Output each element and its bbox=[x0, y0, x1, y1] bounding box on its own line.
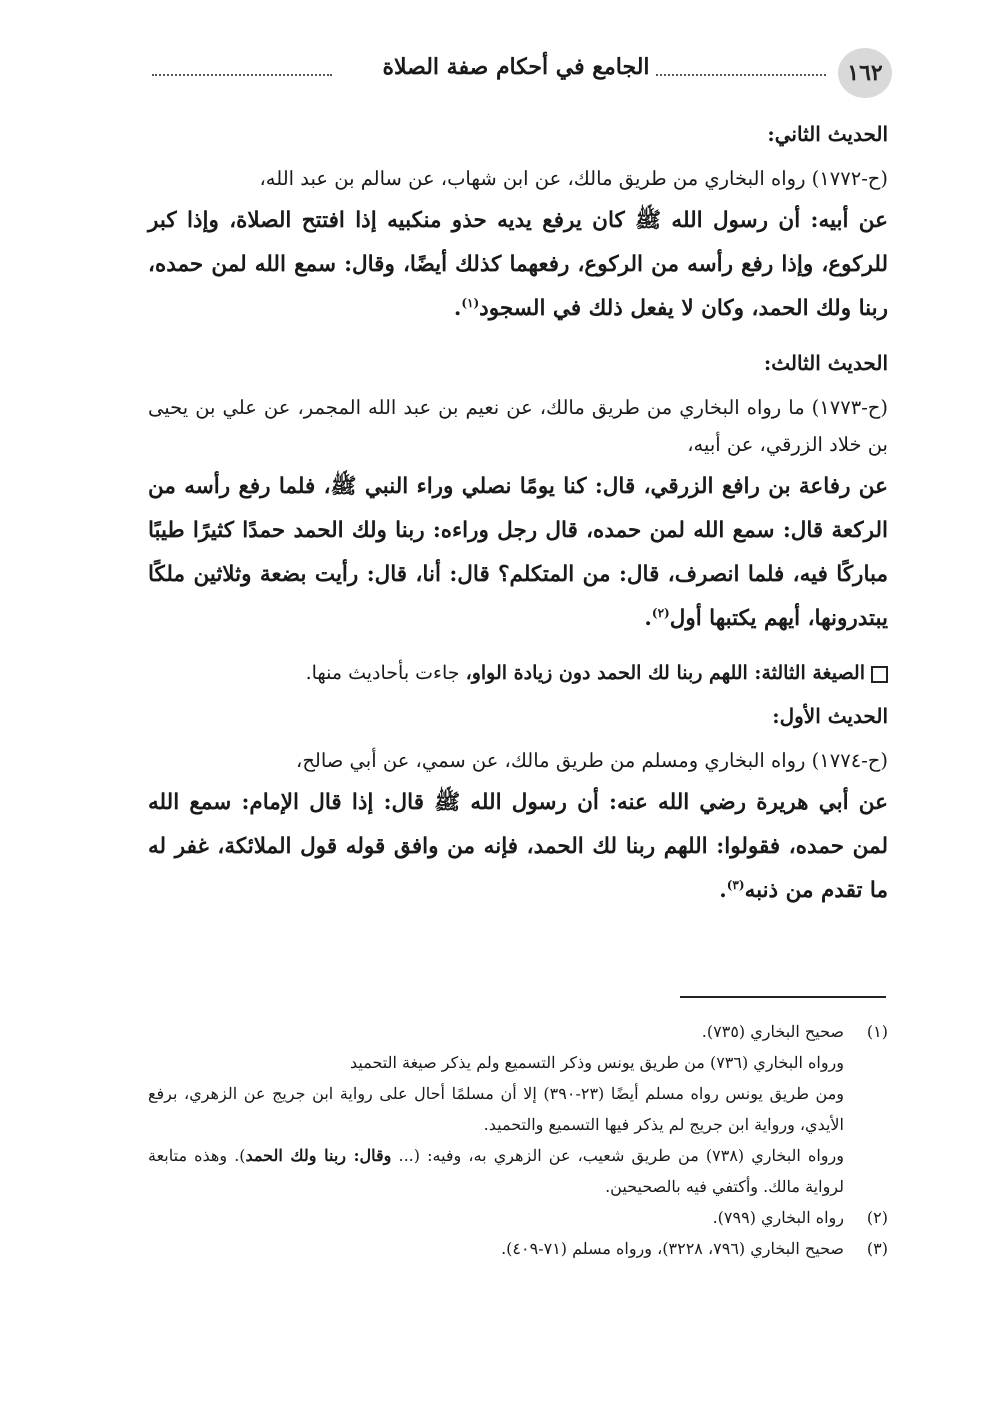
hadith-matn-text: عن أبيه: أن رسول الله ﷺ كان يرفع يديه حذو منكبيه إذا افتتح الصلاة، وإذا كبر للركوع، وإذا رفع رأسه من الركوع، رفعهما كذلك أيضًا، وقال: سمع الله لمن حمده، ربنا ولك الحمد، وكان لا يفعل ذلك في السجود bbox=[148, 208, 888, 321]
footnote-line: رواه البخاري (٧٩٩). bbox=[712, 1208, 844, 1227]
page-number: ١٦٢ bbox=[838, 48, 892, 98]
hadith-matn bbox=[148, 781, 888, 913]
footnote-2 bbox=[148, 1202, 888, 1233]
footnote-mark: (١) bbox=[866, 1022, 888, 1041]
footnote-ref[interactable]: (٣) bbox=[726, 877, 745, 892]
sentence-end: . bbox=[719, 878, 727, 903]
footnote-line: ورواه البخاري (٧٣٦) من طريق يونس وذكر التسميع ولم يذكر صيغة التحميد bbox=[349, 1053, 844, 1072]
footnote-body bbox=[148, 1016, 844, 1202]
footnote-body bbox=[148, 1233, 844, 1264]
footnote-line bbox=[148, 1140, 844, 1202]
footnote-quote: وقال: ربنا ولك الحمد bbox=[245, 1146, 392, 1165]
book-title: الجامع في أحكام صفة الصلاة bbox=[382, 54, 650, 80]
header-dotted-rule-left bbox=[152, 74, 332, 76]
sentence-end: . bbox=[453, 296, 462, 321]
sentence-end: . bbox=[644, 606, 652, 631]
footnotes bbox=[148, 1016, 888, 1264]
running-header bbox=[140, 48, 892, 100]
hadith-heading-first: الحديث الأول: bbox=[772, 704, 888, 728]
footnote-line: صحيح البخاري (٧٣٥). bbox=[701, 1022, 844, 1041]
hadith-matn bbox=[148, 199, 888, 331]
footnote-text: ). وهذه متابعة لرواية مالك. وأكتفي فيه بالصحيحين. bbox=[148, 1146, 844, 1196]
header-dotted-rule-right bbox=[656, 74, 826, 76]
footnote-separator bbox=[680, 996, 886, 998]
footnote-line: صحيح البخاري (٧٩٦، ٣٢٢٨)، ورواه مسلم (٧١-٤٠٩). bbox=[501, 1239, 844, 1258]
sigha-title: الصيغة الثالثة: اللهم ربنا لك الحمد دون زيادة الواو، bbox=[465, 662, 865, 684]
hadith-matn-text: عن أبي هريرة رضي الله عنه: أن رسول الله ﷺ قال: إذا قال الإمام: سمع الله لمن حمده، فقولوا: اللهم ربنا لك الحمد، فإنه من وافق قوله قول الملائكة، غفر له ما تقدم من ذنبه bbox=[148, 790, 888, 903]
footnote-mark: (٢) bbox=[866, 1208, 888, 1227]
sigha-text: جاءت بأحاديث منها. bbox=[305, 662, 460, 684]
footnote-1 bbox=[148, 1016, 888, 1202]
section-sigha bbox=[148, 655, 888, 692]
footnote-text: ورواه البخاري (٧٣٨) من طريق شعيب، عن الزهري به، وفيه: (... bbox=[398, 1146, 844, 1165]
footnote-3 bbox=[148, 1233, 888, 1264]
footnote-line: ومن طريق يونس رواه مسلم أيضًا (٢٣-٣٩٠) إلا أن مسلمًا أحال على رواية ابن جريج عن الزهري، برفع الأيدي، ورواية ابن جريج لم يذكر فيها التسميع والتحميد. bbox=[148, 1084, 845, 1134]
hadith-isnad: (ح-١٧٧٢) رواه البخاري من طريق مالك، عن ابن شهاب، عن سالم بن عبد الله، bbox=[259, 167, 888, 190]
main-text bbox=[148, 116, 888, 927]
footnote-ref[interactable]: (٢) bbox=[651, 605, 670, 620]
footnote-mark: (٣) bbox=[866, 1239, 888, 1258]
footnote-ref[interactable]: (١) bbox=[461, 295, 480, 310]
hadith-matn bbox=[148, 465, 888, 641]
hadith-heading-second: الحديث الثاني: bbox=[767, 122, 888, 146]
hadith-isnad: (ح-١٧٧٤) رواه البخاري ومسلم من طريق مالك، عن سمي، عن أبي صالح، bbox=[296, 749, 888, 772]
footnote-body bbox=[148, 1202, 844, 1233]
square-bullet-icon bbox=[871, 666, 888, 683]
hadith-isnad: (ح-١٧٧٣) ما رواه البخاري من طريق مالك، عن نعيم بن عبد الله المجمر، عن علي بن يحيى بن خلاد الزرقي، عن أبيه، bbox=[148, 396, 888, 456]
hadith-matn-text: عن رفاعة بن رافع الزرقي، قال: كنا يومًا نصلي وراء النبي ﷺ، فلما رفع رأسه من الركعة قال: سمع الله لمن حمده، قال رجل وراءه: ربنا ولك الحمد حمدًا كثيرًا طيبًا مباركًا فيه، فلما انصرف، قال: من المتكلم؟ قال: أنا، قال: رأيت بضعة وثلاثين ملكًا يبتدرونها، أيهم يكتبها أول bbox=[148, 474, 888, 631]
hadith-heading-third: الحديث الثالث: bbox=[763, 351, 888, 375]
